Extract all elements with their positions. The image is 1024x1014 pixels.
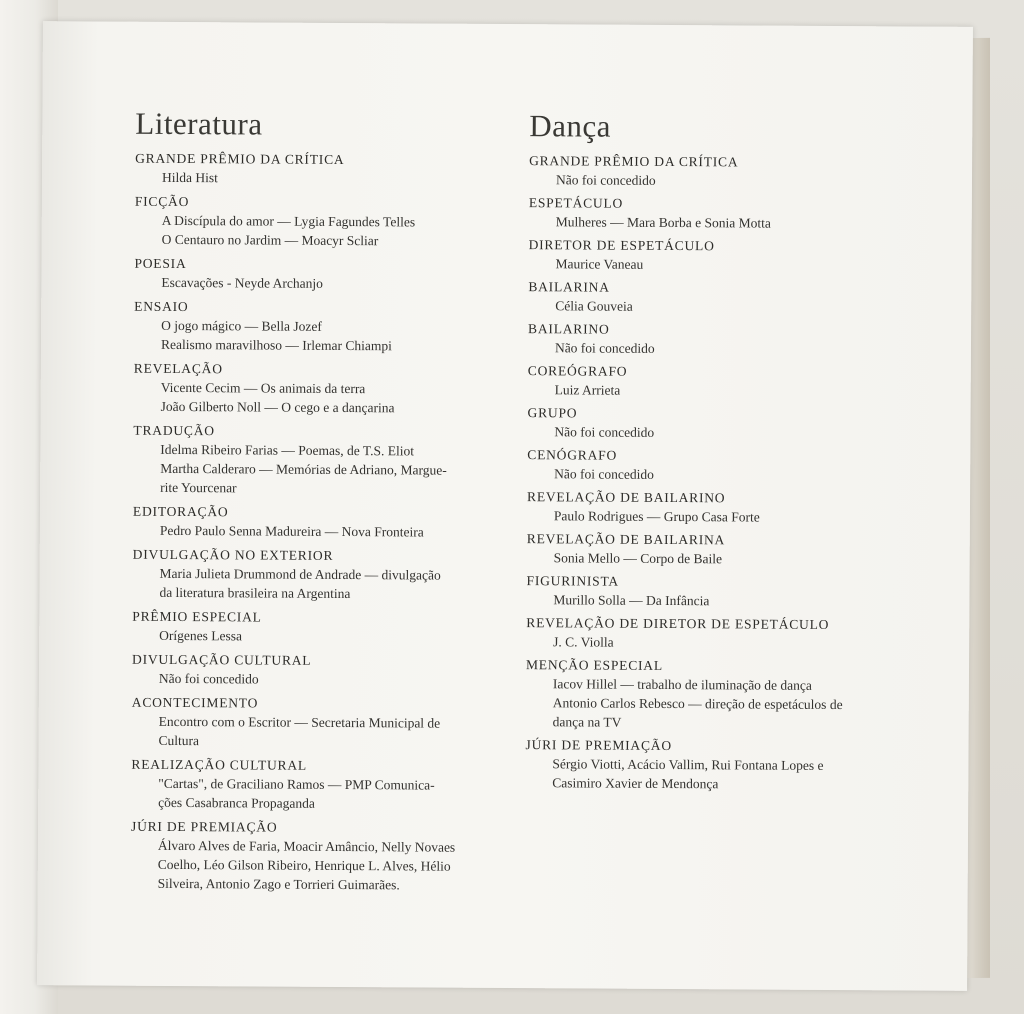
award-winner-line: Não foi concedido [554, 466, 654, 482]
award-category: ACONTECIMENTO [131, 694, 259, 711]
literatura-title: Literatura [135, 105, 263, 142]
award-entry [132, 694, 502, 752]
award-winner-line: Cultura [158, 732, 200, 749]
award-winner-line: Coelho, Léo Gilson Ribeiro, Henrique L. Alves, Hélio [157, 856, 451, 874]
award-category: BAILARINO [528, 321, 610, 337]
award-category: TRADUÇÃO [133, 422, 215, 439]
award-entry [526, 572, 886, 611]
award-entry [527, 530, 887, 569]
award-category: DIVULGAÇÃO NO EXTERIOR [132, 546, 334, 563]
award-winner-line: O Centauro no Jardim — Moacyr Scliar [161, 231, 379, 249]
award-category: ENSAIO [134, 298, 189, 315]
award-winner-line: Não foi concedido [158, 670, 259, 687]
danca-title: Dança [529, 108, 612, 144]
award-winner-line: Maurice Vaneau [555, 256, 644, 272]
award-winner-line: Mulheres — Mara Borba e Sonia Motta [555, 214, 771, 231]
award-entry [526, 614, 886, 653]
award-winner-line: Não foi concedido [554, 424, 655, 440]
award-category: JÚRI DE PREMIAÇÃO [525, 737, 672, 754]
award-entry [132, 651, 502, 690]
award-category: DIRETOR DE ESPETÁCULO [528, 237, 715, 254]
award-category: DIVULGAÇÃO CULTURAL [132, 651, 312, 668]
award-winner-line: João Gilberto Noll — O cego e a dançarina [160, 398, 395, 416]
award-winner-line: J. C. Violla [553, 634, 614, 650]
award-winner-line: Casimiro Xavier de Mendonça [552, 775, 719, 792]
award-entry [526, 656, 886, 733]
award-winner-line: Pedro Paulo Senna Madureira — Nova Fronteira [159, 522, 424, 540]
award-winner-line: Encontro com o Escritor — Secretaria Municipal de [158, 713, 441, 731]
award-entry [131, 756, 501, 814]
award-winner-line: "Cartas", de Graciliano Ramos — PMP Comunica- [158, 775, 435, 793]
award-entry [528, 278, 888, 317]
award-category: REVELAÇÃO DE BAILARINA [526, 531, 726, 548]
award-entry [525, 736, 885, 794]
award-category: GRANDE PRÊMIO DA CRÍTICA [135, 150, 345, 168]
award-category: REALIZAÇÃO CULTURAL [131, 756, 308, 773]
award-entry [135, 150, 505, 189]
award-winner-line: Idelma Ribeiro Farias — Poemas, de T.S. Eliot [160, 441, 415, 459]
award-winner-line: Murillo Solla — Da Infância [553, 592, 710, 609]
award-category: REVELAÇÃO DE BAILARINO [527, 489, 726, 506]
award-winner-line: Escavações - Neyde Archanjo [161, 274, 323, 291]
award-entry [529, 194, 889, 233]
award-winner-line: Hilda Hist [161, 169, 218, 186]
award-winner-line: Maria Julieta Drummond de Andrade — divulgação [159, 565, 441, 583]
award-entry [131, 818, 501, 895]
award-entry [527, 446, 887, 485]
award-winner-line: Não foi concedido [554, 340, 655, 356]
award-entry [132, 608, 502, 647]
award-entry [135, 193, 505, 251]
award-category: COREÓGRAFO [527, 363, 628, 379]
award-winner-line: da literatura brasileira na Argentina [159, 584, 351, 602]
book-page [37, 21, 973, 991]
award-entry [528, 362, 888, 401]
award-winner-line: Luiz Arrieta [554, 382, 621, 398]
award-category: GRANDE PRÊMIO DA CRÍTICA [529, 153, 739, 170]
award-winner-line: Célia Gouveia [555, 298, 633, 314]
award-winner-line: A Discípula do amor — Lygia Fagundes Telles [161, 212, 416, 230]
award-winner-line: Sonia Mello — Corpo de Baile [553, 550, 723, 567]
award-category: FIGURINISTA [526, 573, 620, 589]
award-category: POESIA [134, 255, 187, 272]
award-category: MENÇÃO ESPECIAL [525, 657, 663, 673]
award-entry [134, 298, 504, 356]
award-winner-line: Vicente Cecim — Os animais da terra [160, 379, 366, 397]
award-winner-line: Silveira, Antonio Zago e Torrieri Guimarães. [157, 875, 400, 893]
award-category: JÚRI DE PREMIAÇÃO [130, 818, 278, 835]
award-category: EDITORAÇÃO [132, 503, 229, 520]
literatura-entries [131, 150, 506, 895]
award-entry [133, 422, 503, 499]
literatura-column [131, 104, 506, 901]
award-category: REVELAÇÃO [133, 360, 223, 377]
award-entry [132, 546, 502, 604]
award-category: GRUPO [527, 405, 578, 421]
award-category: REVELAÇÃO DE DIRETOR DE ESPETÁCULO [526, 615, 830, 632]
award-winner-line: Orígenes Lessa [159, 627, 243, 644]
award-winner-line: dança na TV [552, 714, 622, 730]
danca-entries [525, 152, 889, 794]
award-category: CENÓGRAFO [527, 447, 618, 463]
danca-column [525, 106, 889, 799]
award-winner-line: O jogo mágico — Bella Jozef [161, 317, 322, 334]
award-entry [133, 503, 503, 542]
award-winner-line: Martha Calderaro — Memórias de Adriano, Margue- [160, 460, 447, 478]
award-entry [134, 360, 504, 418]
award-entry [528, 320, 888, 359]
award-winner-line: Iacov Hillel — trabalho de iluminação de dança [552, 676, 812, 693]
award-entry [529, 152, 889, 191]
award-winner-line: Sérgio Viotti, Acácio Vallim, Rui Fontana Lopes e [552, 756, 824, 773]
award-entry [134, 255, 504, 294]
award-entry [527, 488, 887, 527]
award-category: FICÇÃO [134, 193, 190, 210]
award-winner-line: Álvaro Alves de Faria, Moacir Amâncio, Nelly Novaes [157, 837, 456, 855]
award-winner-line: ções Casabranca Propaganda [158, 794, 315, 811]
award-winner-line: Não foi concedido [555, 172, 656, 188]
award-winner-line: Realismo maravilhoso — Irlemar Chiampi [160, 336, 392, 354]
award-entry [527, 404, 887, 443]
award-entry [528, 236, 888, 275]
award-winner-line: Antonio Carlos Rebesco — direção de espetáculos de [552, 695, 843, 713]
award-category: BAILARINA [528, 279, 610, 295]
award-winner-line: rite Yourcenar [160, 479, 237, 496]
award-category: ESPETÁCULO [528, 195, 624, 211]
award-category: PRÊMIO ESPECIAL [132, 608, 262, 625]
award-winner-line: Paulo Rodrigues — Grupo Casa Forte [553, 508, 760, 525]
